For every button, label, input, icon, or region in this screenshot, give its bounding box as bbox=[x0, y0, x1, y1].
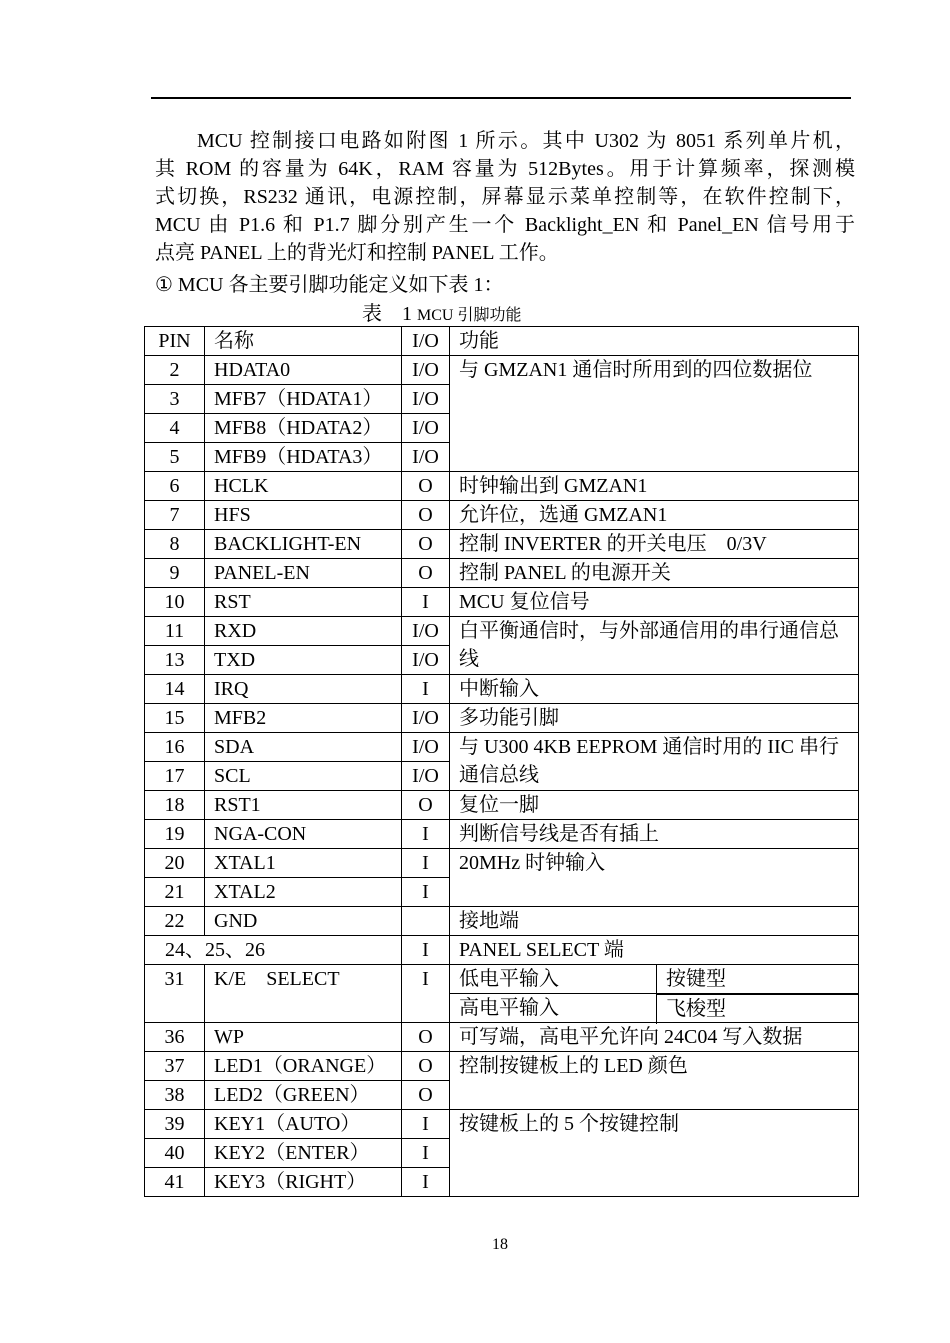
cell-name: SDA bbox=[205, 733, 402, 762]
cell-name: XTAL2 bbox=[205, 878, 402, 907]
cell-function: 高电平输入 bbox=[450, 994, 859, 1023]
cell-function: 白平衡通信时，与外部通信用的串行通信总线 bbox=[450, 617, 859, 675]
cell-io: I/O bbox=[402, 443, 450, 472]
cell-name: BACKLIGHT-EN bbox=[205, 530, 402, 559]
cell-name: LED2（GREEN） bbox=[205, 1081, 402, 1110]
cell-pin: 8 bbox=[145, 530, 205, 559]
cell-io: I bbox=[402, 588, 450, 617]
header-io: I/O bbox=[402, 327, 450, 356]
cell-name: HFS bbox=[205, 501, 402, 530]
table-row bbox=[145, 936, 859, 965]
cell-name: MFB8（HDATA2） bbox=[205, 414, 402, 443]
cell-pin: 2 bbox=[145, 356, 205, 385]
cell-function: 控制按键板上的 LED 颜色 bbox=[450, 1052, 859, 1110]
table-row bbox=[145, 530, 859, 559]
cell-pin: 6 bbox=[145, 472, 205, 501]
cell-io: I bbox=[402, 965, 450, 1023]
list-item-1: ① MCU 各主要引脚功能定义如下表 1： bbox=[155, 274, 504, 296]
intro-line-4: MCU 由 P1.6 和 P1.7 脚分别产生一个 Backlight_EN 和 Panel_EN 信号用于 bbox=[155, 214, 855, 236]
cell-function: 时钟输出到 GMZAN1 bbox=[450, 472, 859, 501]
cell-pin: 5 bbox=[145, 443, 205, 472]
cell-io: O bbox=[402, 530, 450, 559]
cell-name: RST1 bbox=[205, 791, 402, 820]
cell-name: XTAL1 bbox=[205, 849, 402, 878]
cell-pin: 3 bbox=[145, 385, 205, 414]
cell-pin: 20 bbox=[145, 849, 205, 878]
cell-name: HCLK bbox=[205, 472, 402, 501]
cell-name: KEY2（ENTER） bbox=[205, 1139, 402, 1168]
cell-io: I/O bbox=[402, 385, 450, 414]
cell-pin: 40 bbox=[145, 1139, 205, 1168]
cell-name: PANEL-EN bbox=[205, 559, 402, 588]
cell-io: I/O bbox=[402, 617, 450, 646]
cell-name: LED1（ORANGE） bbox=[205, 1052, 402, 1081]
cell-pin: 41 bbox=[145, 1168, 205, 1197]
cell-pin: 7 bbox=[145, 501, 205, 530]
cell-pin: 15 bbox=[145, 704, 205, 733]
header-rule bbox=[151, 97, 851, 99]
cell-name: K/E SELECT bbox=[205, 965, 402, 1023]
cell-name: MFB2 bbox=[205, 704, 402, 733]
cell-pin: 18 bbox=[145, 791, 205, 820]
cell-name: WP bbox=[205, 1023, 402, 1052]
header-function: 功能 bbox=[450, 327, 859, 356]
cell-name: TXD bbox=[205, 646, 402, 675]
cell-io: I/O bbox=[402, 414, 450, 443]
cell-io bbox=[402, 907, 450, 936]
cell-function: MCU 复位信号 bbox=[450, 588, 859, 617]
cell-name: MFB9（HDATA3） bbox=[205, 443, 402, 472]
intro-line-5: 点亮 PANEL 上的背光灯和控制 PANEL 工作。 bbox=[155, 242, 559, 264]
cell-io: I bbox=[402, 878, 450, 907]
table-row bbox=[145, 907, 859, 936]
cell-pin: 38 bbox=[145, 1081, 205, 1110]
table-row bbox=[145, 791, 859, 820]
cell-io: I/O bbox=[402, 646, 450, 675]
table-header-row bbox=[145, 327, 859, 356]
cell-function: 与 GMZAN1 通信时所用到的四位数据位 bbox=[450, 356, 859, 472]
cell-name: IRQ bbox=[205, 675, 402, 704]
cell-io: O bbox=[402, 559, 450, 588]
cell-name: SCL bbox=[205, 762, 402, 791]
cell-name: HDATA0 bbox=[205, 356, 402, 385]
table-row bbox=[145, 820, 859, 849]
cell-io: I bbox=[402, 1139, 450, 1168]
cell-io: O bbox=[402, 472, 450, 501]
intro-line-1: MCU 控制接口电路如附图 1 所示。其中 U302 为 8051 系列单片机， bbox=[197, 130, 855, 152]
cell-name: RXD bbox=[205, 617, 402, 646]
cell-pin: 24、25、26 bbox=[145, 936, 402, 965]
table-row bbox=[145, 849, 859, 878]
cell-name: GND bbox=[205, 907, 402, 936]
cell-io: I/O bbox=[402, 704, 450, 733]
cell-name: KEY3（RIGHT） bbox=[205, 1168, 402, 1197]
cell-function: 判断信号线是否有插上 bbox=[450, 820, 859, 849]
cell-pin: 19 bbox=[145, 820, 205, 849]
cell-pin: 21 bbox=[145, 878, 205, 907]
cell-io: I/O bbox=[402, 733, 450, 762]
pin-function-table bbox=[144, 326, 859, 1197]
table-row bbox=[145, 472, 859, 501]
cell-io: O bbox=[402, 1023, 450, 1052]
cell-name: NGA-CON bbox=[205, 820, 402, 849]
cell-function: 20MHz 时钟输入 bbox=[450, 849, 859, 907]
table-row bbox=[145, 1052, 859, 1081]
cell-pin: 16 bbox=[145, 733, 205, 762]
cell-io: O bbox=[402, 791, 450, 820]
cell-function: 接地端 bbox=[450, 907, 859, 936]
cell-io: I/O bbox=[402, 356, 450, 385]
cell-function: 控制 PANEL 的电源开关 bbox=[450, 559, 859, 588]
cell-io: I/O bbox=[402, 762, 450, 791]
header-name: 名称 bbox=[205, 327, 402, 356]
intro-paragraph bbox=[155, 127, 855, 267]
cell-pin: 17 bbox=[145, 762, 205, 791]
table-row bbox=[145, 704, 859, 733]
cell-function: 允许位，选通 GMZAN1 bbox=[450, 501, 859, 530]
cell-function: PANEL SELECT 端 bbox=[450, 936, 859, 965]
cell-io: I bbox=[402, 1110, 450, 1139]
cell-io: I bbox=[402, 675, 450, 704]
table-row bbox=[145, 588, 859, 617]
cell-function: 与 U300 4KB EEPROM 通信时用的 IIC 串行通信总线 bbox=[450, 733, 859, 791]
cell-function: 复位一脚 bbox=[450, 791, 859, 820]
cell-io: O bbox=[402, 1081, 450, 1110]
cell-io: O bbox=[402, 501, 450, 530]
cell-io: O bbox=[402, 1052, 450, 1081]
cell-pin: 4 bbox=[145, 414, 205, 443]
table-row bbox=[145, 733, 859, 762]
cell-io: I bbox=[402, 936, 450, 965]
ke-select-subcells bbox=[656, 965, 858, 1025]
cell-pin: 31 bbox=[145, 965, 205, 1023]
page-number: 18 bbox=[492, 1236, 508, 1253]
cell-pin: 14 bbox=[145, 675, 205, 704]
cell-pin: 13 bbox=[145, 646, 205, 675]
table-row bbox=[145, 1023, 859, 1052]
header-pin: PIN bbox=[145, 327, 205, 356]
table-caption-prefix: 表 1 bbox=[362, 303, 417, 325]
cell-function: 中断输入 bbox=[450, 675, 859, 704]
table-row bbox=[145, 501, 859, 530]
cell-io: I bbox=[402, 849, 450, 878]
cell-io: I bbox=[402, 1168, 450, 1197]
table-row bbox=[145, 617, 859, 646]
cell-name: KEY1（AUTO） bbox=[205, 1110, 402, 1139]
table-row bbox=[145, 559, 859, 588]
table-row bbox=[145, 1110, 859, 1139]
cell-function: 可写端，高电平允许向 24C04 写入数据 bbox=[450, 1023, 859, 1052]
cell-pin: 36 bbox=[145, 1023, 205, 1052]
cell-function: 控制 INVERTER 的开关电压 0/3V bbox=[450, 530, 859, 559]
cell-io: I bbox=[402, 820, 450, 849]
ke-sub-cell-high: 飞梭型 bbox=[656, 994, 859, 1024]
cell-function: 按键板上的 5 个按键控制 bbox=[450, 1110, 859, 1197]
cell-pin: 10 bbox=[145, 588, 205, 617]
table-row bbox=[145, 356, 859, 385]
cell-pin: 37 bbox=[145, 1052, 205, 1081]
intro-line-3: 式切换，RS232 通讯，电源控制，屏幕显示菜单控制等，在软件控制下， bbox=[155, 186, 855, 208]
cell-function: 低电平输入 bbox=[450, 965, 859, 994]
cell-function: 多功能引脚 bbox=[450, 704, 859, 733]
cell-name: MFB7（HDATA1） bbox=[205, 385, 402, 414]
ke-sub-cell-low: 按键型 bbox=[656, 965, 859, 994]
table-row bbox=[145, 675, 859, 704]
cell-pin: 11 bbox=[145, 617, 205, 646]
intro-line-2: 其 ROM 的容量为 64K，RAM 容量为 512Bytes。用于计算频率，探测模 bbox=[155, 158, 855, 180]
cell-name: RST bbox=[205, 588, 402, 617]
cell-pin: 22 bbox=[145, 907, 205, 936]
cell-pin: 39 bbox=[145, 1110, 205, 1139]
table-caption-title: MCU 引脚功能 bbox=[417, 307, 522, 324]
cell-pin: 9 bbox=[145, 559, 205, 588]
